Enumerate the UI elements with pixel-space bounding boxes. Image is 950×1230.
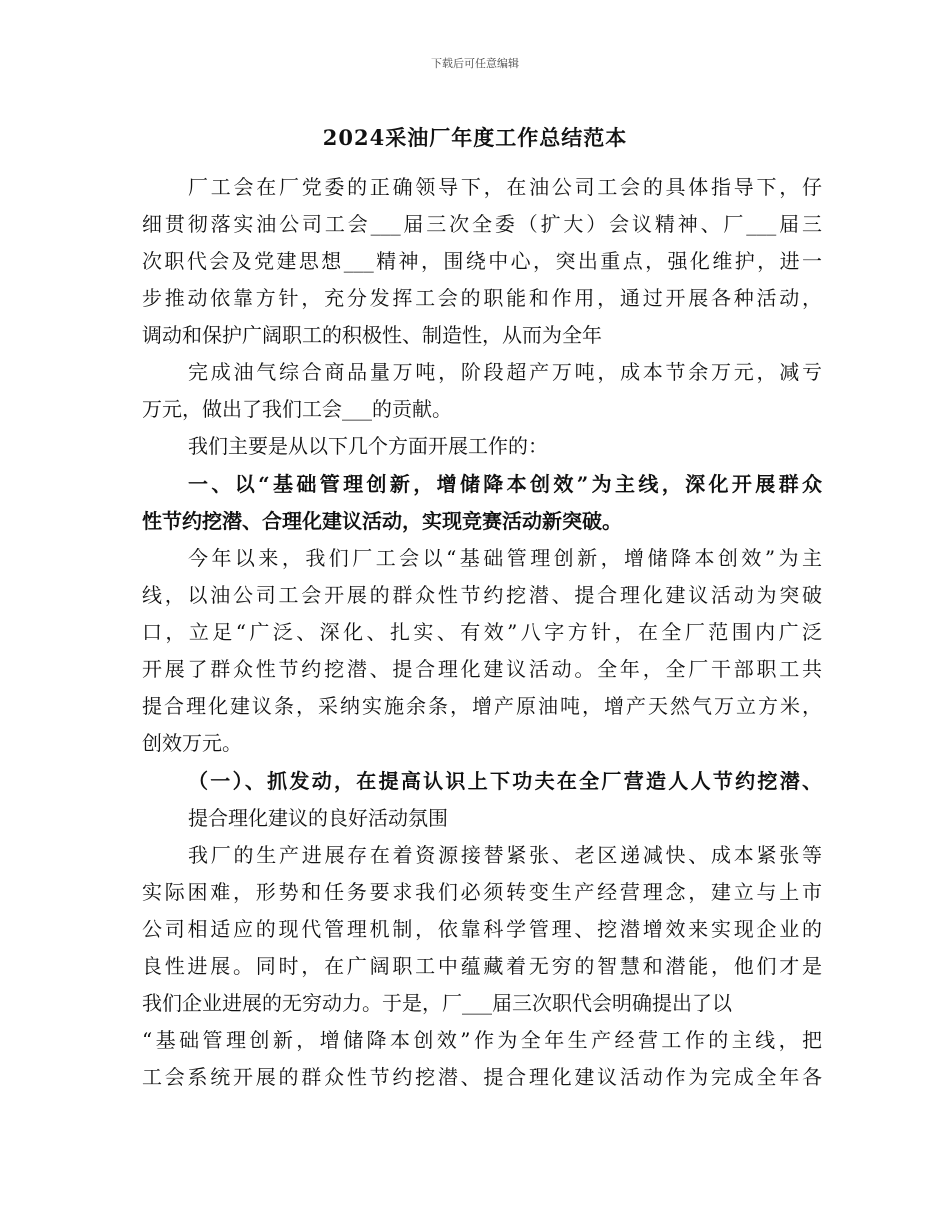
body-line: 实际困难，形势和任务要求我们必须转变生产经营理念，建立与上市 <box>142 880 822 904</box>
body-line: 线，以油公司工会开展的群众性节约挖潜、提合理化建议活动为突破 <box>142 583 822 607</box>
body-line: 万元，做出了我们工会___的贡献。 <box>142 397 452 421</box>
section-heading: 性节约挖潜、合理化建议活动，实现竞赛活动新突破。 <box>142 509 622 533</box>
body-line: 开展了群众性节约挖潜、提合理化建议活动。全年，全厂干部职工共 <box>142 657 822 681</box>
body-line: 良性进展。同时，在广阔职工中蕴藏着无穷的智慧和潜能，他们才是 <box>142 954 822 978</box>
section-heading: 一、以“基础管理创新，增储降本创效”为主线，深化开展群众 <box>188 472 822 496</box>
page-header-note: 下载后可任意编辑 <box>431 57 519 70</box>
body-line: 公司相适应的现代管理机制，依靠科学管理、挖潜增效来实现企业的 <box>142 917 822 941</box>
body-line: 细贯彻落实油公司工会___届三次全委（扩大）会议精神、厂___届三 <box>142 212 822 236</box>
body-line: 厂工会在厂党委的正确领导下，在油公司工会的具体指导下，仔 <box>188 175 822 199</box>
body-line: 创效万元。 <box>142 731 242 755</box>
body-line: 完成油气综合商品量万吨，阶段超产万吨，成本节余万元，减亏 <box>188 360 822 384</box>
body-line: “基础管理创新，增储降本创效”作为全年生产经营工作的主线，把 <box>142 1028 822 1052</box>
body-line: 提合理化建议的良好活动氛围 <box>188 806 448 830</box>
body-line: 调动和保护广阔职工的积极性、制造性，从而为全年 <box>142 323 602 347</box>
body-line: 我们企业进展的无穷动力。于是，厂___届三次职代会明确提出了以 <box>142 991 732 1015</box>
subsection-heading: （一）、抓发动，在提高认识上下功夫在全厂营造人人节约挖潜、 <box>188 769 822 793</box>
document-title: 2024采油厂年度工作总结范本 <box>322 125 628 150</box>
body-line: 今年以来，我们厂工会以“基础管理创新，增储降本创效”为主 <box>188 546 822 570</box>
body-line: 提合理化建议条，采纳实施余条，增产原油吨，增产天然气万立方米， <box>142 694 822 718</box>
body-line: 次职代会及党建思想___精神，围绕中心，突出重点，强化维护，进一 <box>142 249 822 273</box>
body-line: 我们主要是从以下几个方面开展工作的： <box>188 434 548 458</box>
body-line: 口，立足“广泛、深化、扎实、有效”八字方针，在全厂范围内广泛 <box>142 620 822 644</box>
body-line: 步推动依靠方针，充分发挥工会的职能和作用，通过开展各种活动， <box>142 286 822 310</box>
body-line: 我厂的生产进展存在着资源接替紧张、老区递减快、成本紧张等 <box>188 843 822 867</box>
body-line: 工会系统开展的群众性节约挖潜、提合理化建议活动作为完成全年各 <box>142 1065 822 1089</box>
